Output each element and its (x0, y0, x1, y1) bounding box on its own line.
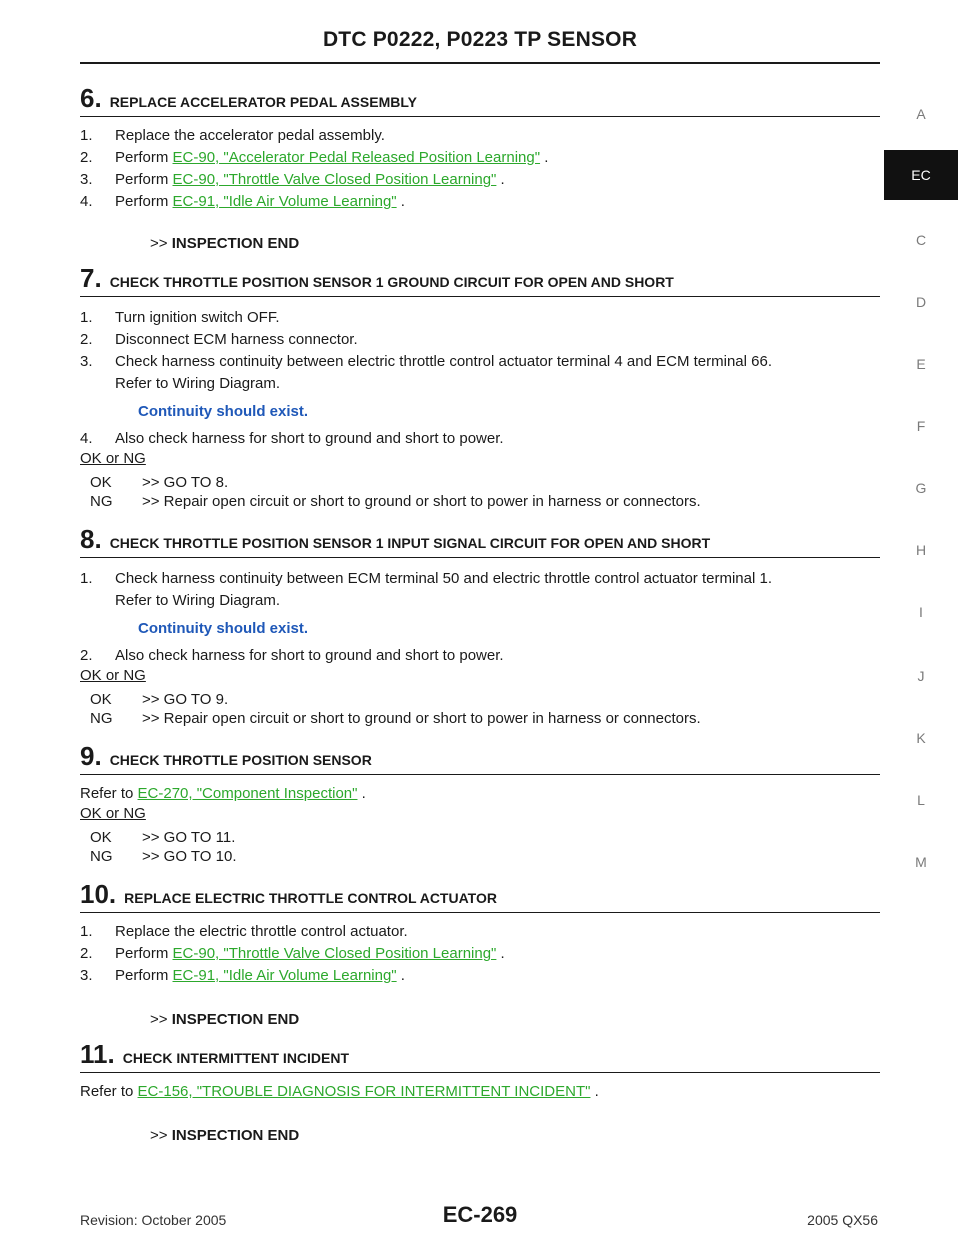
tab-d[interactable]: D (915, 294, 927, 310)
link-accelerator-pedal-learning[interactable]: EC-90, "Accelerator Pedal Released Position Learning" (172, 149, 541, 166)
list-item: 2. Perform EC-90, "Throttle Valve Closed Position Learning" . (80, 945, 505, 962)
reference-line: Refer to EC-156, "TROUBLE DIAGNOSIS FOR INTERMITTENT INCIDENT" . (80, 1083, 599, 1100)
reference-line: Refer to EC-270, "Component Inspection" . (80, 785, 366, 802)
list-item: 1. Turn ignition switch OFF. (80, 309, 280, 326)
link-component-inspection[interactable]: EC-270, "Component Inspection" (137, 785, 358, 802)
tab-l[interactable]: L (917, 792, 925, 808)
tab-j[interactable]: J (917, 668, 925, 684)
step-10-heading (80, 880, 880, 913)
tab-g[interactable]: G (915, 480, 927, 496)
list-item: 2. Also check harness for short to ground and short to power. (80, 647, 504, 664)
link-throttle-valve-learning[interactable]: EC-90, "Throttle Valve Closed Position Learning" (172, 171, 497, 188)
inspection-end: >> INSPECTION END (150, 235, 300, 252)
tab-m[interactable]: M (915, 854, 927, 870)
page-title: DTC P0222, P0223 TP SENSOR (322, 28, 638, 51)
link-throttle-valve-learning[interactable]: EC-90, "Throttle Valve Closed Position Learning" (172, 945, 497, 962)
list-item: 4. Perform EC-91, "Idle Air Volume Learning" . (80, 193, 405, 210)
inspection-end: >> INSPECTION END (150, 1011, 300, 1028)
inspection-end: >> INSPECTION END (150, 1127, 300, 1144)
step-title: CHECK INTERMITTENT INCIDENT (122, 1050, 350, 1066)
list-item: 1. Replace the accelerator pedal assembly. (80, 127, 385, 144)
title-rule (80, 62, 880, 64)
ok-or-ng-label: OK or NG (80, 450, 146, 467)
step-7-heading (80, 264, 880, 297)
list-item: 2. Disconnect ECM harness connector. (80, 331, 358, 348)
step-number: 8. (80, 524, 102, 554)
step-title: REPLACE ACCELERATOR PEDAL ASSEMBLY (109, 94, 417, 110)
tab-e[interactable]: E (916, 356, 926, 372)
link-idle-air-volume-learning[interactable]: EC-91, "Idle Air Volume Learning" (172, 193, 397, 210)
result-row: OK >> GO TO 8. (90, 474, 229, 491)
list-item: 3. Perform EC-90, "Throttle Valve Closed Position Learning" . (80, 171, 505, 188)
spec-continuity: Continuity should exist. (138, 620, 309, 637)
result-row: OK >> GO TO 9. (90, 691, 229, 708)
step-title: CHECK THROTTLE POSITION SENSOR (109, 752, 372, 768)
main-content (80, 84, 880, 1144)
footer-model: 2005 QX56 (807, 1212, 878, 1228)
step-9-heading (80, 742, 880, 775)
step-11-heading (80, 1040, 880, 1073)
result-row: NG >> Repair open circuit or short to ground or short to power in harness or connectors. (90, 493, 701, 510)
tab-h[interactable]: H (915, 542, 927, 558)
step-title: CHECK THROTTLE POSITION SENSOR 1 GROUND CIRCUIT FOR OPEN AND SHORT (109, 274, 674, 290)
tab-i[interactable]: I (919, 604, 923, 620)
step-number: 10. (80, 879, 117, 909)
link-intermittent-incident[interactable]: EC-156, "TROUBLE DIAGNOSIS FOR INTERMITTENT INCIDENT" (137, 1083, 591, 1100)
ok-or-ng-label: OK or NG (80, 805, 146, 822)
step-6-heading (80, 84, 880, 117)
result-row: NG >> GO TO 10. (90, 848, 237, 865)
list-item: 1. Replace the electric throttle control actuator. (80, 923, 408, 940)
step-number: 7. (80, 263, 102, 293)
step-title: REPLACE ELECTRIC THROTTLE CONTROL ACTUATOR (124, 890, 497, 906)
list-item: 4. Also check harness for short to ground and short to power. (80, 430, 504, 447)
result-row: OK >> GO TO 11. (90, 829, 236, 846)
tab-a[interactable]: A (916, 106, 926, 122)
step-number: 6. (80, 83, 102, 113)
tab-c[interactable]: C (915, 232, 927, 248)
footer-revision: Revision: October 2005 (80, 1212, 227, 1228)
step-title: CHECK THROTTLE POSITION SENSOR 1 INPUT SIGNAL CIRCUIT FOR OPEN AND SHORT (109, 535, 711, 551)
tab-k[interactable]: K (916, 730, 926, 746)
spec-continuity: Continuity should exist. (138, 403, 309, 420)
tab-ec-active[interactable]: EC (884, 150, 958, 200)
list-item: 1. Check harness continuity between ECM terminal 50 and electric throttle control actuator terminal 1. Refer to Wiring Diagram. (80, 570, 772, 609)
step-number: 11. (80, 1039, 115, 1069)
tab-f[interactable]: F (916, 418, 926, 434)
list-item: 3. Check harness continuity between electric throttle control actuator terminal 4 and ECM terminal 66. Refer to Wiring Diagram. (80, 353, 772, 392)
step-number: 9. (80, 741, 102, 771)
result-row: NG >> Repair open circuit or short to ground or short to power in harness or connectors. (90, 710, 701, 727)
ok-or-ng-label: OK or NG (80, 667, 146, 684)
list-item: 2. Perform EC-90, "Accelerator Pedal Released Position Learning" . (80, 149, 549, 166)
step-8-heading (80, 525, 880, 558)
footer-page-number: EC-269 (442, 1202, 518, 1227)
list-item: 3. Perform EC-91, "Idle Air Volume Learning" . (80, 967, 405, 984)
link-idle-air-volume-learning[interactable]: EC-91, "Idle Air Volume Learning" (172, 967, 397, 984)
